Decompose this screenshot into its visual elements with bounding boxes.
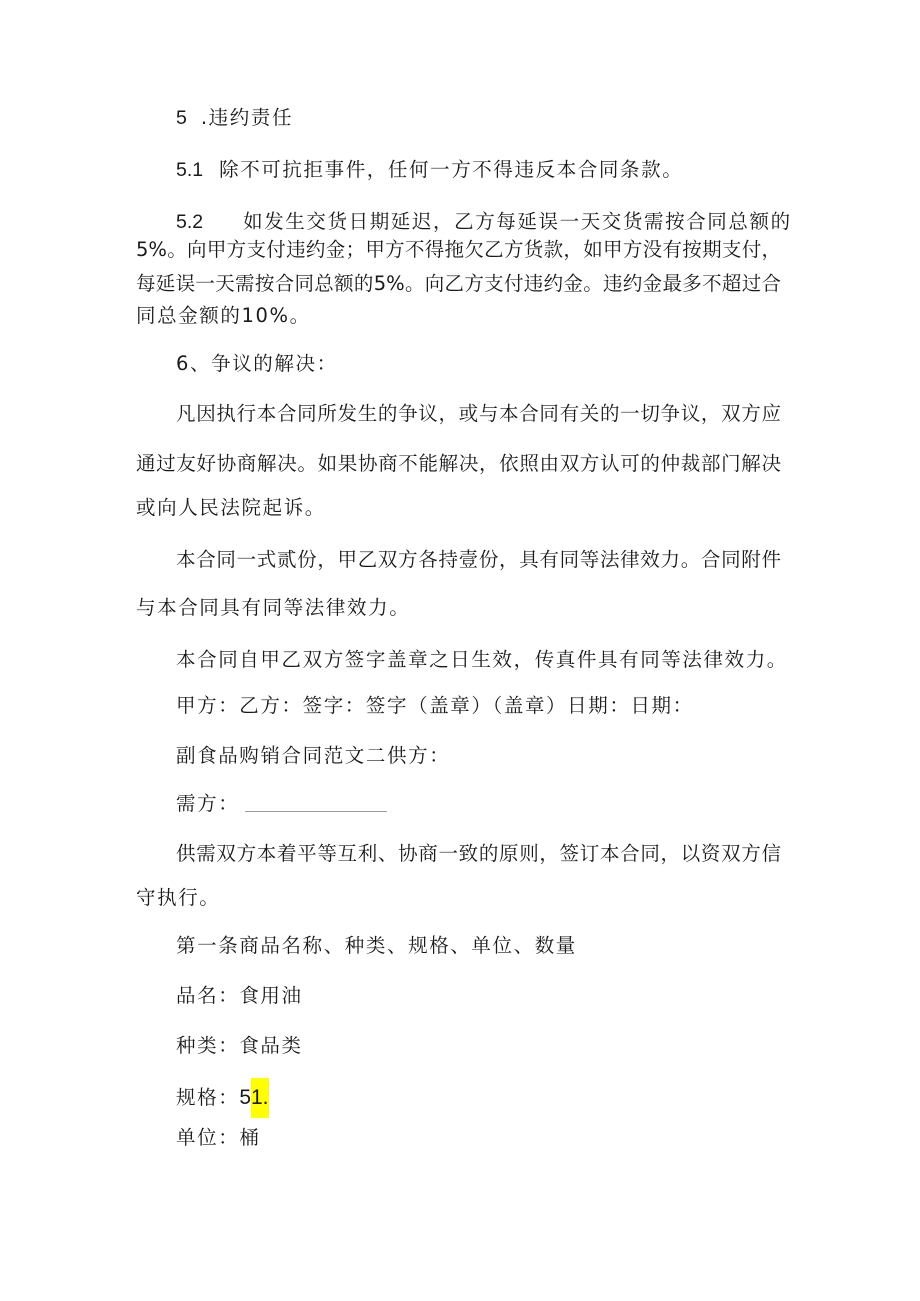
section-6-heading: 6、争议的解决： — [176, 352, 338, 375]
dispute-line-3: 或向人民法院起诉。 — [136, 496, 326, 519]
dispute-line-2: 通过友好协商解决。如果协商不能解决，依照由双方认可的仲裁部门解决 — [136, 452, 781, 475]
copies-line-2: 与本合同具有同等法律效力。 — [136, 596, 411, 619]
effective-clause: 本合同自甲乙双方签字盖章之日生效，传真件具有同等法律效力。 — [176, 648, 788, 671]
clause-5-2-line-2: 5%。向甲方支付违约金；甲方不得拖欠乙方货款，如甲方没有按期支付， — [136, 238, 781, 261]
clause-5-1: 5.1 除不可抗拒事件，任何一方不得违反本合同条款。 — [176, 158, 684, 181]
clause-5-2-line-3: 每延误一天需按合同总额的5%。向乙方支付违约金。违约金最多不超过合 — [136, 272, 781, 295]
section-5-heading: 5 .违约责任 — [176, 106, 294, 129]
copies-line-1: 本合同一式贰份，甲乙双方各持壹份，具有同等法律效力。合同附件 — [176, 548, 781, 571]
product-type: 种类：食品类 — [176, 1034, 303, 1057]
principle-line-1: 供需双方本着平等互利、协商一致的原则，签订本合同，以资双方信 — [176, 842, 781, 865]
product-name: 品名：食用油 — [176, 984, 303, 1007]
highlighted-text: 1. — [251, 1078, 269, 1118]
clause-5-2-line-4: 同总金额的10%。 — [136, 304, 311, 327]
template-two-title: 副食品购销合同范文二供方： — [176, 744, 451, 767]
dispute-line-1: 凡因执行本合同所发生的争议，或与本合同有关的一切争议，双方应 — [176, 402, 781, 425]
article-1-title: 第一条商品名称、种类、规格、单位、数量 — [176, 934, 577, 957]
product-spec: 规格：51. — [176, 1078, 269, 1118]
buyer-blank-line — [245, 793, 387, 812]
product-unit: 单位：桶 — [176, 1126, 261, 1149]
clause-5-2-line-1: 5.2 如发生交货日期延迟，乙方每延误一天交货需按合同总额的 — [176, 210, 792, 233]
buyer-field: 需方： — [176, 790, 387, 818]
principle-line-2: 守执行。 — [136, 886, 221, 909]
signature-line: 甲方：乙方：签字：签字（盖章）（盖章）日期：日期： — [176, 694, 694, 717]
